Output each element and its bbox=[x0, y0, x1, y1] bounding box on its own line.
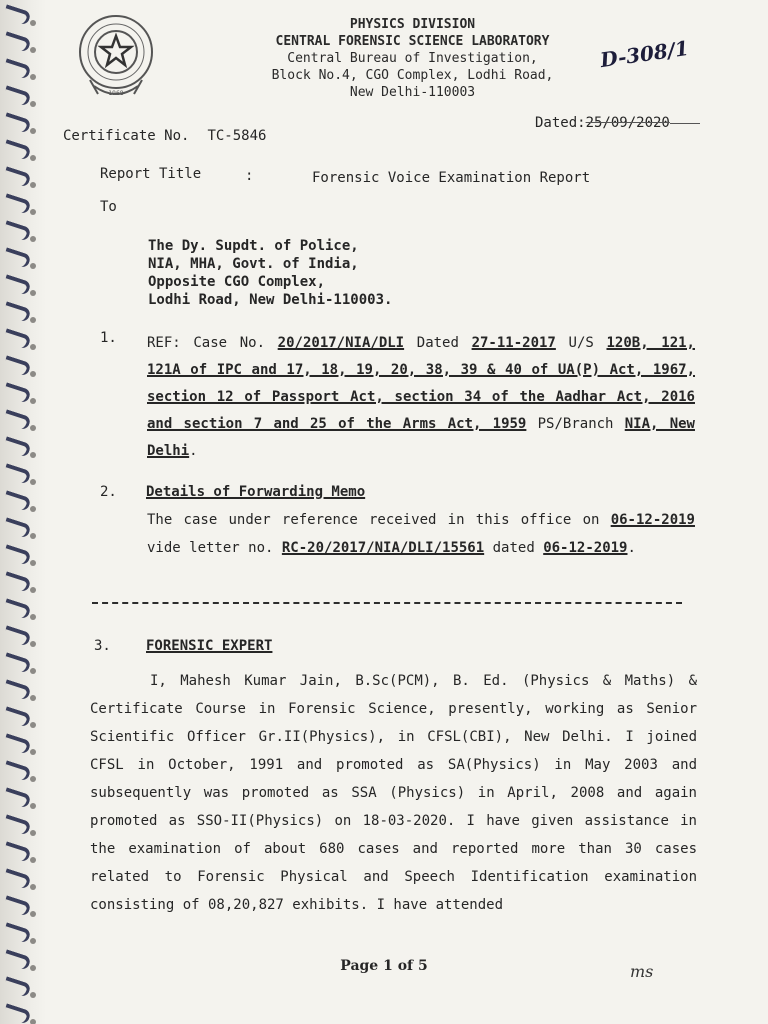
binding-ring bbox=[2, 652, 31, 673]
binding-hole bbox=[30, 236, 36, 242]
addressee-line: Opposite CGO Complex, bbox=[148, 274, 326, 290]
certificate-number: TC-5846 bbox=[207, 128, 267, 144]
binding-ring bbox=[2, 490, 31, 511]
handwritten-reference: D-308/1 bbox=[598, 35, 691, 73]
binding-hole bbox=[30, 695, 36, 701]
expert-statement: I, Mahesh Kumar Jain, B.Sc(PCM), B. Ed. (Physics & Maths) & Certificate Course in Forensic Science, presently, working as Senior Scientific Officer Gr.II(Physics), in CFSL(CBI), New Delhi. I joined CFSL in October, 1991 and promoted as SA(Physics) in May 2003 and subsequently was promoted as SSA (Physics) in April, 2008 and again promoted as SSO-II(Physics) on 18-03-2020. I have given assistance in the examination of about 680 cases and reported more than 30 cases related to Forensic Physical and Speech Identification examination consisting of 08,20,827 exhibits. I have attended bbox=[90, 673, 697, 913]
binding-hole bbox=[30, 74, 36, 80]
binding-ring bbox=[2, 58, 31, 79]
binding-ring bbox=[2, 301, 31, 322]
binding-ring bbox=[2, 31, 31, 52]
case-number: 20/2017/NIA/DLI bbox=[277, 335, 405, 351]
binding-ring bbox=[2, 814, 31, 835]
addressee-line: NIA, MHA, Govt. of India, bbox=[148, 256, 359, 272]
lab-title: CENTRAL FORENSIC SCIENCE LABORATORY bbox=[275, 34, 550, 49]
dated-value: 25/09/2020 bbox=[585, 115, 670, 131]
binding-hole bbox=[30, 371, 36, 377]
addressee-block bbox=[148, 237, 392, 309]
binding-ring bbox=[2, 868, 31, 889]
binding-ring bbox=[2, 193, 31, 214]
certificate-line bbox=[63, 128, 284, 144]
section-1-end: . bbox=[189, 443, 198, 459]
binding-hole bbox=[30, 452, 36, 458]
section-3-body bbox=[90, 667, 697, 919]
binding-ring bbox=[2, 409, 31, 430]
binding-ring bbox=[2, 679, 31, 700]
binding-ring bbox=[2, 571, 31, 592]
binding-hole bbox=[30, 992, 36, 998]
forwarding-text: The case under reference received in this office on bbox=[147, 512, 600, 528]
binding-ring bbox=[2, 355, 31, 376]
report-title-value: Forensic Voice Examination Report bbox=[312, 170, 591, 186]
dated-line bbox=[535, 115, 700, 131]
binding-hole bbox=[30, 776, 36, 782]
binding-ring bbox=[2, 139, 31, 160]
section-2-number: 2. bbox=[100, 484, 117, 500]
binding-ring bbox=[2, 247, 31, 268]
letterhead bbox=[215, 16, 610, 101]
handwritten-initial: ms bbox=[630, 962, 654, 981]
report-title-colon: : bbox=[245, 168, 254, 184]
binding-hole bbox=[30, 749, 36, 755]
branch-label: PS/Branch bbox=[537, 416, 614, 432]
binding-ring bbox=[2, 463, 31, 484]
section-2-text bbox=[147, 506, 695, 562]
binding-hole bbox=[30, 857, 36, 863]
binding-hole bbox=[30, 344, 36, 350]
binding-hole bbox=[30, 101, 36, 107]
binding-hole bbox=[30, 614, 36, 620]
bureau-line: Central Bureau of Investigation, bbox=[287, 51, 538, 66]
binding-ring bbox=[2, 382, 31, 403]
branch-value: NIA, New Delhi bbox=[147, 416, 695, 459]
ref-label: REF: Case No. bbox=[147, 335, 266, 351]
section-1-number: 1. bbox=[100, 330, 117, 346]
binding-ring bbox=[2, 625, 31, 646]
binding-hole bbox=[30, 155, 36, 161]
binding-hole bbox=[30, 722, 36, 728]
binding-hole bbox=[30, 911, 36, 917]
section-3-number: 3. bbox=[94, 638, 111, 654]
letter-label: vide letter no. bbox=[147, 540, 274, 556]
binding-hole bbox=[30, 587, 36, 593]
binding-ring bbox=[2, 328, 31, 349]
binding-ring bbox=[2, 85, 31, 106]
binding-hole bbox=[30, 20, 36, 26]
binding-hole bbox=[30, 47, 36, 53]
binding-ring bbox=[2, 274, 31, 295]
binding-ring bbox=[2, 922, 31, 943]
addressee-line: The Dy. Supdt. of Police, bbox=[148, 238, 359, 254]
letter-number: RC-20/2017/NIA/DLI/15561 bbox=[281, 540, 485, 556]
binding-hole bbox=[30, 182, 36, 188]
dated-label: Dated: bbox=[535, 115, 586, 131]
binding-ring bbox=[2, 706, 31, 727]
seal-year: 1968 bbox=[108, 90, 124, 97]
binding-ring bbox=[2, 4, 31, 25]
binding-hole bbox=[30, 830, 36, 836]
binding-hole bbox=[30, 506, 36, 512]
spiral-binding bbox=[0, 0, 46, 1024]
section-1-reference bbox=[147, 330, 695, 465]
binding-ring bbox=[2, 733, 31, 754]
certificate-label: Certificate No. bbox=[63, 128, 190, 144]
legal-sections: 120B, 121, 121A of IPC and 17, 18, 19, 20, 38, 39 & 40 of UA(P) Act, 1967, section 12 of Passport Act, section 34 of the Aadhar Act, 2016 and section 7 and 25 of the Arms Act, 1959 bbox=[147, 335, 695, 432]
binding-ring bbox=[2, 517, 31, 538]
binding-hole bbox=[30, 884, 36, 890]
division-title: PHYSICS DIVISION bbox=[349, 17, 476, 32]
binding-ring bbox=[2, 544, 31, 565]
binding-ring bbox=[2, 976, 31, 997]
binding-ring bbox=[2, 895, 31, 916]
binding-hole bbox=[30, 560, 36, 566]
binding-ring bbox=[2, 436, 31, 457]
cfsl-seal-logo bbox=[70, 10, 162, 110]
case-dated-label: Dated bbox=[416, 335, 459, 351]
binding-hole bbox=[30, 128, 36, 134]
binding-hole bbox=[30, 1019, 36, 1024]
dashed-divider bbox=[92, 602, 682, 604]
binding-hole bbox=[30, 533, 36, 539]
binding-hole bbox=[30, 290, 36, 296]
binding-hole bbox=[30, 641, 36, 647]
page-number: Page 1 of 5 bbox=[340, 958, 428, 974]
binding-ring bbox=[2, 841, 31, 862]
binding-ring bbox=[2, 166, 31, 187]
address-line-1: Block No.4, CGO Complex, Lodhi Road, bbox=[271, 68, 554, 83]
binding-hole bbox=[30, 938, 36, 944]
binding-ring bbox=[2, 787, 31, 808]
binding-ring bbox=[2, 112, 31, 133]
binding-hole bbox=[30, 803, 36, 809]
binding-hole bbox=[30, 209, 36, 215]
addressee-line: Lodhi Road, New Delhi-110003. bbox=[148, 292, 393, 308]
binding-hole bbox=[30, 668, 36, 674]
binding-ring bbox=[2, 760, 31, 781]
section-3-heading: FORENSIC EXPERT bbox=[146, 638, 273, 654]
binding-ring bbox=[2, 220, 31, 241]
dated-underline bbox=[670, 123, 700, 124]
binding-hole bbox=[30, 263, 36, 269]
binding-hole bbox=[30, 398, 36, 404]
case-date: 27-11-2017 bbox=[471, 335, 556, 351]
letter-dated-label: dated bbox=[492, 540, 535, 556]
binding-ring bbox=[2, 598, 31, 619]
binding-hole bbox=[30, 479, 36, 485]
section-2-heading: Details of Forwarding Memo bbox=[146, 484, 366, 500]
binding-ring bbox=[2, 1003, 31, 1024]
address-line-2: New Delhi-110003 bbox=[349, 85, 476, 100]
to-label: To bbox=[100, 199, 117, 215]
us-label: U/S bbox=[568, 335, 594, 351]
received-date: 06-12-2019 bbox=[610, 512, 695, 528]
binding-hole bbox=[30, 425, 36, 431]
section-2-end: . bbox=[627, 540, 636, 556]
letter-date: 06-12-2019 bbox=[543, 540, 628, 556]
report-title-label: Report Title bbox=[100, 166, 202, 182]
binding-hole bbox=[30, 317, 36, 323]
